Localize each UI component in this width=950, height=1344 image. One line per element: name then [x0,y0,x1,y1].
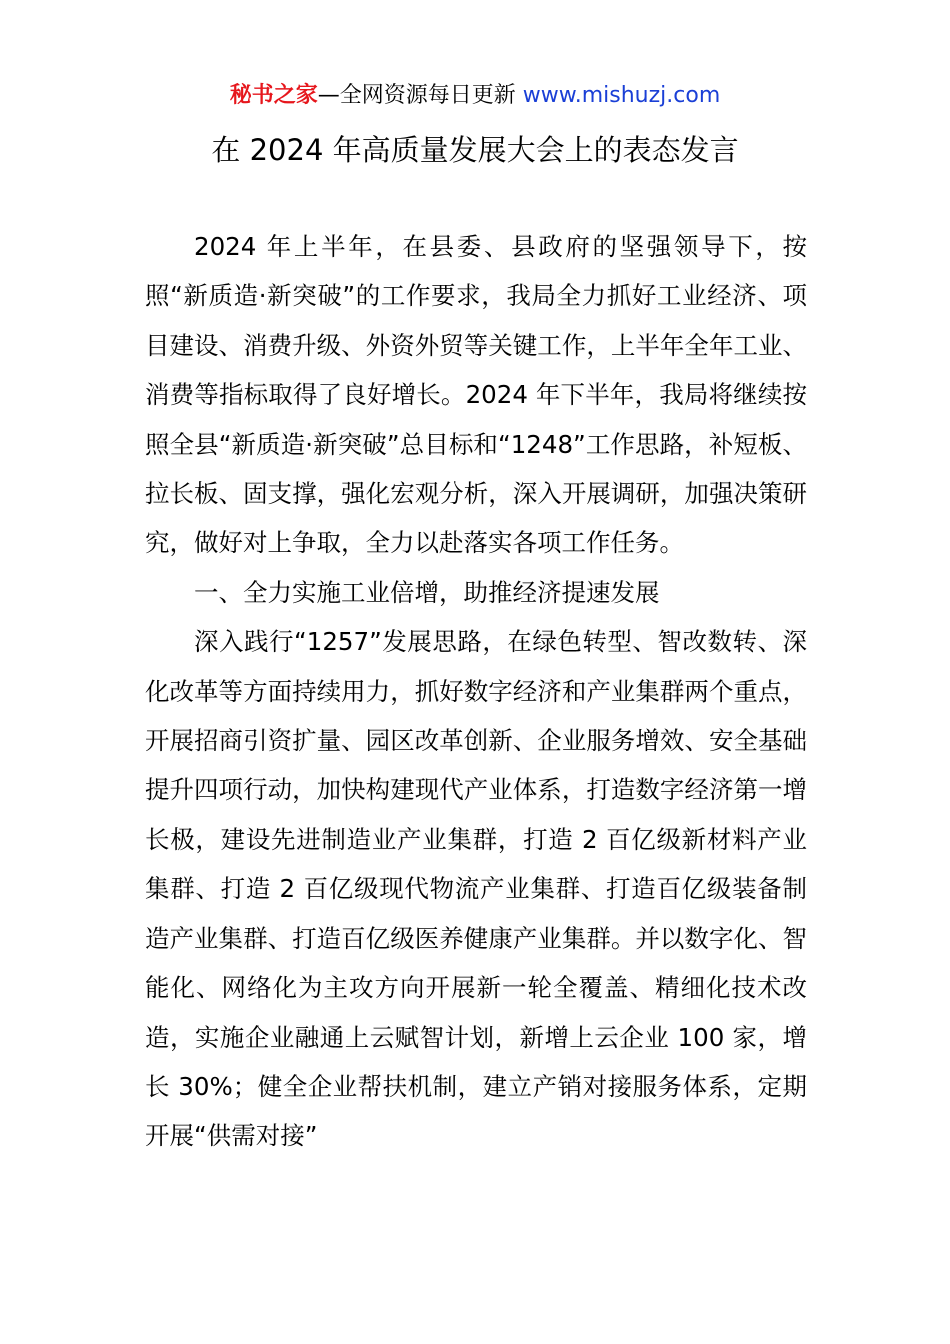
document-body [145,222,807,1161]
section-heading-1: 一、全力实施工业倍增，助推经济提速发展 [194,577,660,607]
site-url-link[interactable]: www.mishuzj.com [522,83,721,108]
site-header [0,80,950,112]
brand-tagline: —全网资源每日更新 [317,83,516,108]
document-title: 在 2024 年高质量发展大会上的表态发言 [211,133,739,167]
paragraph-intro: 2024 年上半年，在县委、县政府的坚强领导下，按照“新质造·新突破”的工作要求，我局全力抓好工业经济、项目建设、消费升级、外资外贸等关键工作，上半年全年工业、消费等指标取得了良好增长。2024 年下半年，我局将继续按照全县“新质造·新突破”总目标和“1248”工作思路，补短板、拉长板、固支撑，强化宏观分析，深入开展调研，加强决策研究，做好对上争取，全力以赴落实各项工作任务。 [145,232,807,558]
paragraph-section-1: 深入践行“1257”发展思路，在绿色转型、智改数转、深化改革等方面持续用力，抓好数字经济和产业集群两个重点，开展招商引资扩量、园区改革创新、企业服务增效、安全基础提升四项行动，加快构建现代产业体系，打造数字经济第一增长极，建设先进制造业产业集群，打造 2 百亿级新材料产业集群、打造 2 百亿级现代物流产业集群、打造百亿级装备制造产业集群、打造百亿级医养健康产业集群。并以数字化、智能化、网络化为主攻方向开展新一轮全覆盖、精细化技术改造，实施企业融通上云赋智计划，新增上云企业 100 家，增长 30%；健全企业帮扶机制，建立产销对接服务体系，定期开展“供需对接” [145,627,807,1151]
brand-name: 秘书之家 [229,83,318,108]
